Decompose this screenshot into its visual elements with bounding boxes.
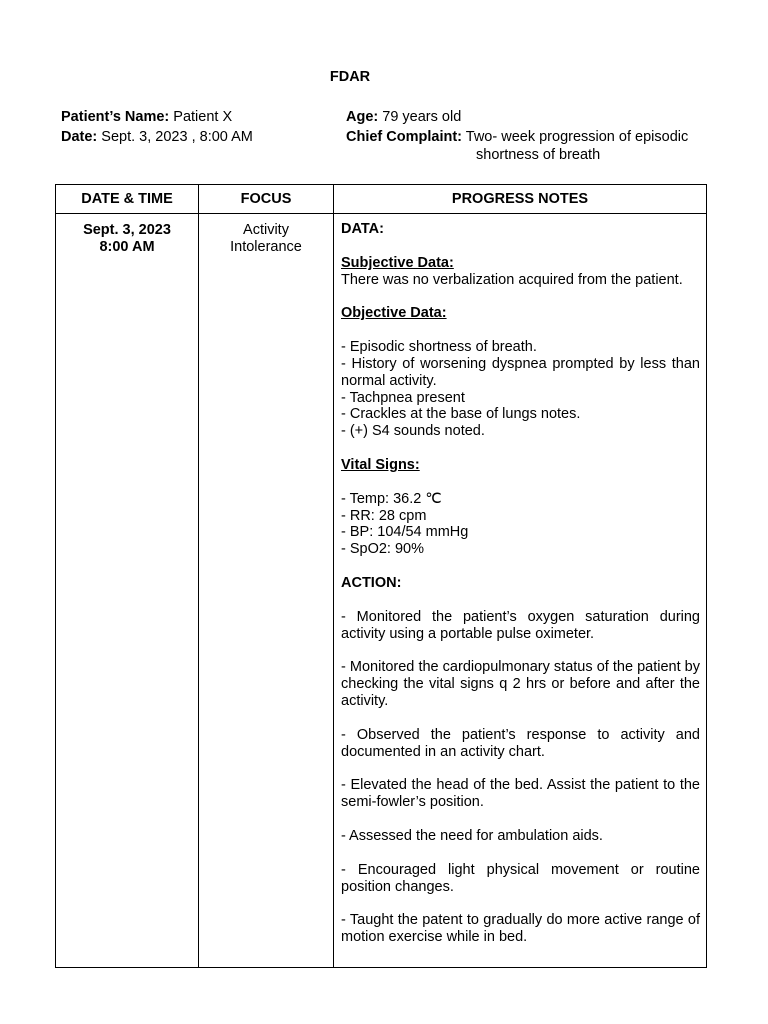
focus-line-1: Activity [243,222,289,238]
chief-complaint-value-1: Two- week progression of episodic [465,129,689,145]
list-item: - Temp: 36.2 ℃ [341,490,442,507]
progress-notes-cell [334,214,707,968]
action-item: - Encouraged light physical movement or routine position changes. [341,861,700,895]
list-item: - Crackles at the base of lungs notes. [341,406,581,423]
date-line [61,128,253,146]
date-label: Date: [61,129,98,145]
vital-signs-list [341,491,700,558]
table-header-row [56,185,707,214]
chief-complaint-line [346,128,688,164]
list-item: - History of worsening dyspnea prompted by less than normal activity. [341,355,700,389]
date-value: Sept. 3, 2023 , 8:00 AM [101,129,253,145]
list-item: - SpO2: 90% [341,541,425,558]
action-item: - Assessed the need for ambulation aids. [341,827,603,844]
header-progress-notes: PROGRESS NOTES [334,185,707,214]
data-heading: DATA: [341,221,384,237]
document-title: FDAR [329,69,371,85]
date-time-cell [56,214,199,968]
age-label: Age: [346,109,379,125]
patient-name-label: Patient’s Name: [61,109,170,125]
list-item: - Tachpnea present [341,389,465,406]
action-item: - Monitored the cardiopulmonary status of the patient by checking the vital signs q 2 hrs or before and after the activity. [341,659,700,709]
action-item: - Taught the patent to gradually do more active range of motion exercise while in bed. [341,912,700,946]
chief-complaint-label: Chief Complaint: [346,129,462,145]
age-line [346,108,461,126]
list-item: - Episodic shortness of breath. [341,339,537,356]
chief-complaint-value-2: shortness of breath [476,147,601,163]
patient-name-line [61,108,232,126]
focus-line-2: Intolerance [230,239,302,255]
objective-heading: Objective Data: [341,305,447,322]
date-time-time: 8:00 AM [99,239,155,255]
list-item: - RR: 28 cpm [341,507,427,524]
subjective-heading: Subjective Data: [341,254,454,271]
vital-signs-heading: Vital Signs: [341,456,420,473]
subjective-text: There was no verbalization acquired from the patient. [341,271,683,288]
patient-name-value: Patient X [173,109,233,125]
fdar-table [55,184,707,968]
action-item: - Monitored the patient’s oxygen saturation during activity using a portable pulse oximeter. [341,608,700,642]
header-date-time: DATE & TIME [56,185,199,214]
age-value: 79 years old [382,109,462,125]
objective-list [341,339,700,440]
header-focus: FOCUS [199,185,334,214]
action-heading: ACTION: [341,574,402,591]
list-item: - (+) S4 sounds noted. [341,423,485,440]
focus-cell [199,214,334,968]
action-item: - Observed the patient’s response to activity and documented in an activity chart. [341,726,700,760]
table-row [56,214,707,968]
date-time-date: Sept. 3, 2023 [83,222,171,238]
list-item: - BP: 104/54 mmHg [341,524,469,541]
action-item: - Elevated the head of the bed. Assist the patient to the semi-fowler’s position. [341,777,700,811]
